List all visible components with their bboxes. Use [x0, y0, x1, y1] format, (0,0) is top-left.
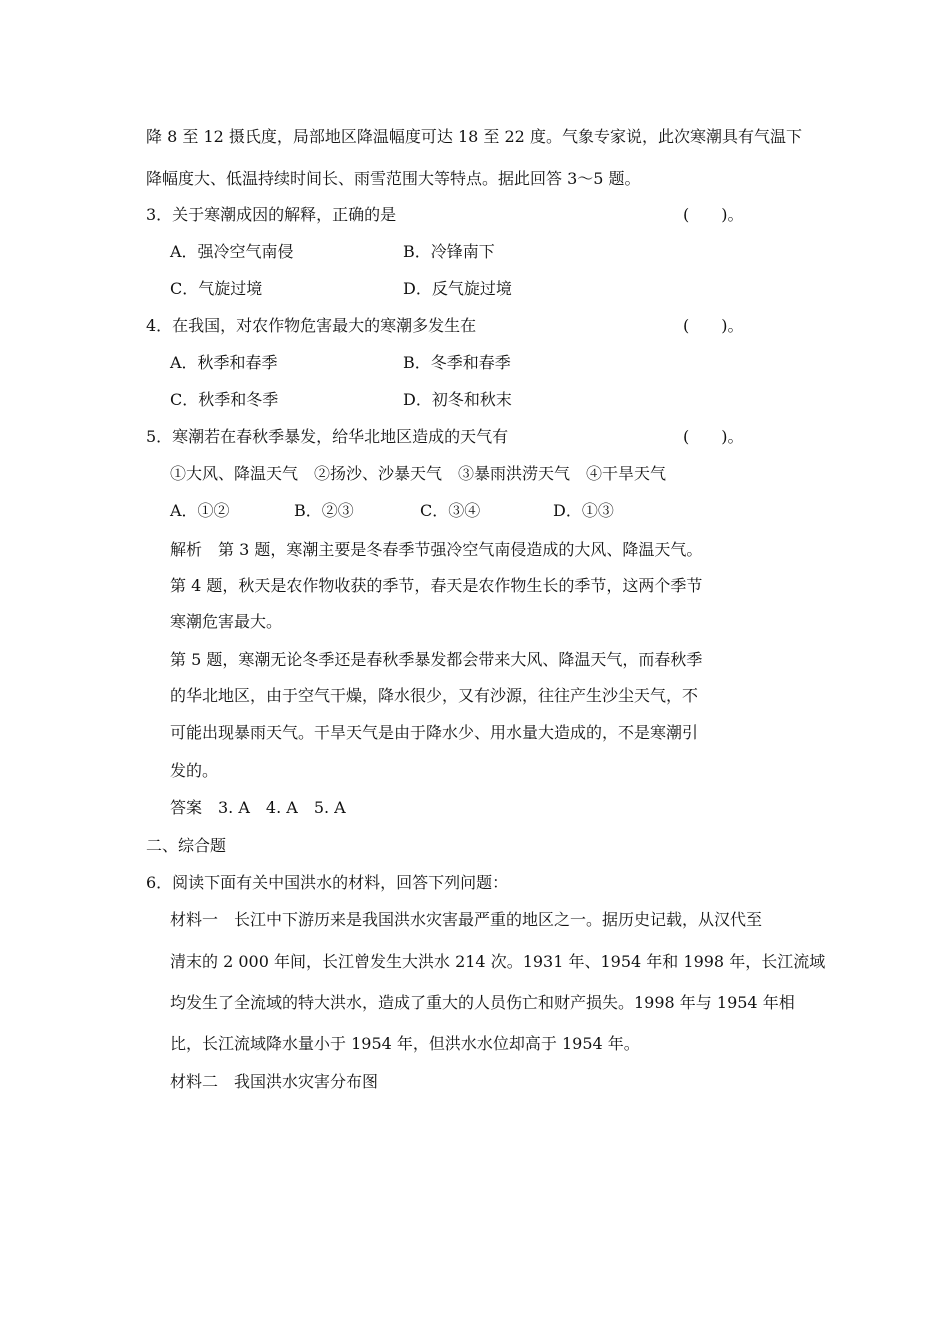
intro-line-2: 降幅度大、低温持续时间长、雨雪范围大等特点。据此回答 3～5 题。	[146, 169, 641, 188]
question-4-answer-blank: ( )。	[683, 316, 744, 335]
analysis-line-3: 寒潮危害最大。	[170, 612, 283, 631]
analysis-line-4: 第 5 题，寒潮无论冬季还是春秋季暴发都会带来大风、降温天气，而春秋季	[170, 650, 703, 669]
analysis-line-2: 第 4 题，秋天是农作物收获的季节，春天是农作物生长的季节，这两个季节	[170, 576, 703, 595]
question-3-answer-blank: ( )。	[683, 205, 744, 224]
question-3-option-b: B．冷锋南下	[403, 242, 495, 261]
material-1-line-3: 均发生了全流域的特大洪水，造成了重大的人员伤亡和财产损失。1998 年与 1954 年相	[170, 993, 795, 1012]
question-4-option-b: B．冬季和春季	[403, 353, 511, 372]
question-3-stem: 3．关于寒潮成因的解释，正确的是	[146, 205, 397, 224]
analysis-line-7: 发的。	[170, 761, 219, 780]
intro-line-1: 降 8 至 12 摄氏度，局部地区降温幅度可达 18 至 22 度。气象专家说，此次寒潮具有气温下	[146, 127, 802, 146]
question-5-answer-blank: ( )。	[683, 427, 744, 446]
question-3-option-c: C．气旋过境	[170, 279, 263, 298]
material-2-caption: 材料二 我国洪水灾害分布图	[170, 1072, 379, 1091]
question-5-option-b: B．②③	[294, 501, 354, 520]
question-5-items: ①大风、降温天气 ②扬沙、沙暴天气 ③暴雨洪涝天气 ④干旱天气	[170, 464, 667, 483]
question-4-option-c: C．秋季和冬季	[170, 390, 279, 409]
question-4-option-d: D．初冬和秋末	[403, 390, 512, 409]
question-5-stem: 5．寒潮若在春秋季暴发，给华北地区造成的天气有	[146, 427, 509, 446]
question-5-option-c: C．③④	[420, 501, 481, 520]
analysis-line-1: 解析 第 3 题，寒潮主要是冬春季节强冷空气南侵造成的大风、降温天气。	[170, 540, 703, 559]
material-1-line-2: 清末的 2 000 年间，长江曾发生大洪水 214 次。1931 年、1954 年和 1998 年，长江流域	[170, 952, 826, 971]
question-3-option-a: A．强冷空气南侵	[170, 242, 294, 261]
material-1-line-4: 比，长江流域降水量小于 1954 年，但洪水水位却高于 1954 年。	[170, 1034, 640, 1053]
question-5-option-d: D．①③	[553, 501, 614, 520]
analysis-line-5: 的华北地区，由于空气干燥，降水很少，又有沙源，往往产生沙尘天气，不	[170, 686, 699, 705]
analysis-line-6: 可能出现暴雨天气。干旱天气是由于降水少、用水量大造成的，不是寒潮引	[170, 723, 699, 742]
section-heading: 二、综合题	[146, 836, 227, 855]
question-4-stem: 4．在我国，对农作物危害最大的寒潮多发生在	[146, 316, 477, 335]
question-5-option-a: A．①②	[170, 501, 230, 520]
answer-line: 答案 3. A 4. A 5. A	[170, 798, 346, 817]
question-4-option-a: A．秋季和春季	[170, 353, 278, 372]
question-6-stem: 6．阅读下面有关中国洪水的材料，回答下列问题：	[146, 873, 509, 892]
question-3-option-d: D．反气旋过境	[403, 279, 512, 298]
material-1-line-1: 材料一 长江中下游历来是我国洪水灾害最严重的地区之一。据历史记载，从汉代至	[170, 910, 763, 929]
